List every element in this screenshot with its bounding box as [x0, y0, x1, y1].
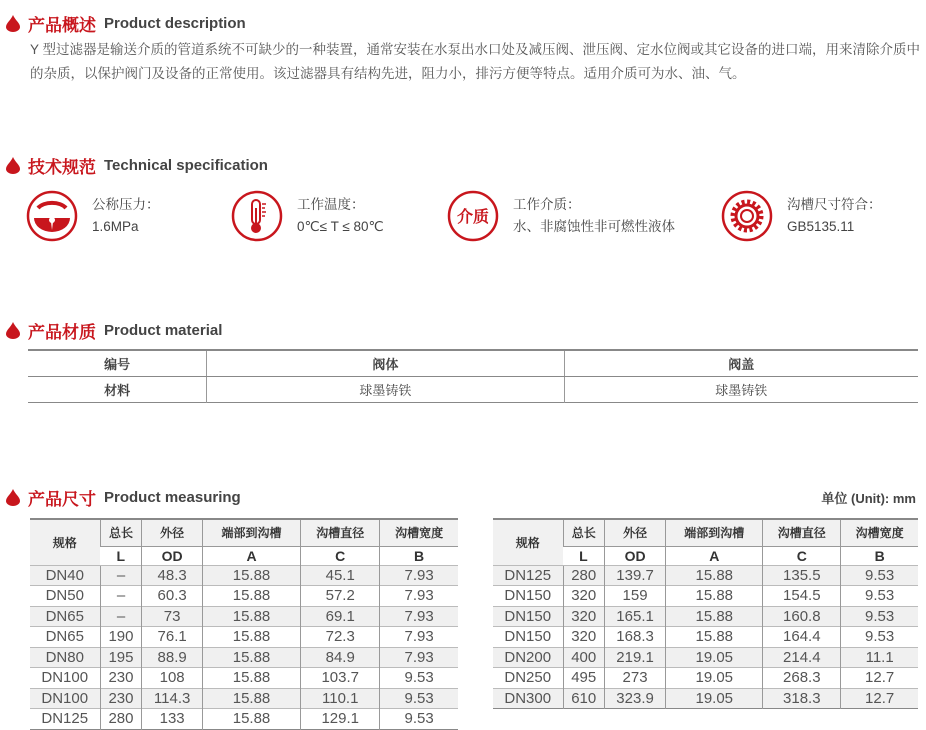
spec-label: 公称压力： — [92, 197, 160, 212]
table-cell: 114.3 — [142, 688, 202, 709]
dimension-table-right — [493, 518, 918, 709]
description-text: Y 型过滤器是输送介质的管道系统不可缺少的一种装置，通常安装在水泵出水口处及减压阀、泄压阀、定水位阀或其它设备的进口端，用来清除介质中的杂质，以保护阀门及设备的正常使用。该过滤器具有结构先进，阻力小，排污方便等特点。适用介质可为水、油、气。 — [30, 42, 921, 81]
spec-label: 沟槽尺寸符合： — [787, 197, 882, 212]
section-header-technical — [6, 153, 268, 178]
table-cell: 7.93 — [380, 565, 458, 586]
header-cell: 端部到沟槽 — [202, 519, 300, 546]
table-cell: 88.9 — [142, 647, 202, 668]
medium-icon — [447, 190, 499, 242]
table-cell: 15.88 — [202, 709, 300, 730]
drop-icon — [6, 489, 20, 506]
table-cell: 168.3 — [604, 627, 665, 648]
table-cell: 19.05 — [666, 688, 763, 709]
table-cell: 108 — [142, 668, 202, 689]
table-cell: 阀盖 — [564, 350, 918, 376]
header-cell: 沟槽宽度 — [841, 519, 918, 546]
table-row — [30, 647, 458, 668]
unit-label: 单位 (Unit): mm — [821, 491, 916, 506]
table-cell: DN200 — [493, 647, 563, 668]
table-cell: 280 — [563, 565, 604, 586]
table-cell: 48.3 — [142, 565, 202, 586]
table-cell: 11.1 — [841, 647, 918, 668]
table-cell: 19.05 — [666, 647, 763, 668]
table-row — [30, 709, 458, 730]
table-cell: 320 — [563, 627, 604, 648]
table-cell: 84.9 — [301, 647, 380, 668]
table-cell: DN65 — [30, 627, 100, 648]
table-cell: 15.88 — [666, 565, 763, 586]
table-row — [30, 627, 458, 648]
table-cell: – — [100, 565, 142, 586]
table-cell: 139.7 — [604, 565, 665, 586]
table-cell: DN50 — [30, 586, 100, 607]
section-header-description — [6, 11, 246, 36]
subheader-cell: C — [763, 546, 841, 565]
subheader-cell: B — [380, 546, 458, 565]
table-cell: 164.4 — [763, 627, 841, 648]
table-cell: 9.53 — [380, 709, 458, 730]
table-cell: DN100 — [30, 668, 100, 689]
table-cell: 323.9 — [604, 688, 665, 709]
thermometer-icon — [231, 190, 283, 242]
table-cell: 280 — [100, 709, 142, 730]
table-cell: 12.7 — [841, 688, 918, 709]
table-cell: 219.1 — [604, 647, 665, 668]
table-cell: DN300 — [493, 688, 563, 709]
table-cell: 材料 — [104, 382, 131, 398]
table-cell: 154.5 — [763, 586, 841, 607]
spec-medium — [447, 190, 675, 242]
section-title-en: Technical specification — [104, 157, 268, 174]
table-cell: 135.5 — [763, 565, 841, 586]
header-cell: 规格 — [493, 519, 563, 565]
table-cell: 72.3 — [301, 627, 380, 648]
table-row — [493, 606, 918, 627]
table-cell: DN150 — [493, 627, 563, 648]
table-cell: 9.53 — [841, 606, 918, 627]
table-cell: 495 — [563, 668, 604, 689]
spec-temperature — [231, 190, 384, 242]
table-cell: 159 — [604, 586, 665, 607]
subheader-cell: L — [563, 546, 604, 565]
svg-text:介质: 介质 — [456, 207, 490, 226]
table-cell: 160.8 — [763, 606, 841, 627]
table-cell: 15.88 — [202, 668, 300, 689]
table-cell: – — [100, 586, 142, 607]
table-cell: 7.93 — [380, 586, 458, 607]
spec-pressure — [26, 190, 160, 242]
dimension-table-left — [30, 518, 458, 730]
subheader-cell: A — [202, 546, 300, 565]
header-cell: 外径 — [142, 519, 202, 546]
table-cell: 76.1 — [142, 627, 202, 648]
table-cell: 9.53 — [841, 586, 918, 607]
section-header-material — [6, 318, 222, 343]
table-cell: 318.3 — [763, 688, 841, 709]
header-cell: 沟槽宽度 — [380, 519, 458, 546]
table-cell: 9.53 — [841, 627, 918, 648]
table-cell: 610 — [563, 688, 604, 709]
table-cell: DN100 — [30, 688, 100, 709]
section-title-cn: 产品尺寸 — [28, 490, 96, 509]
table-cell: 15.88 — [202, 606, 300, 627]
table-cell: 编号 — [28, 350, 207, 376]
table-cell: 400 — [563, 647, 604, 668]
drop-icon — [6, 157, 20, 174]
table-cell: DN150 — [493, 606, 563, 627]
table-cell: DN125 — [493, 565, 563, 586]
table-row — [28, 376, 918, 402]
section-title-cn: 产品材质 — [28, 323, 96, 342]
table-cell: 球墨铸铁 — [564, 376, 918, 402]
header-cell: 沟槽直径 — [301, 519, 380, 546]
table-cell: 273 — [604, 668, 665, 689]
spec-label: 工作温度： — [297, 197, 365, 212]
table-cell: 15.88 — [202, 647, 300, 668]
section-title-cn: 技术规范 — [28, 158, 96, 177]
gear-icon — [721, 190, 773, 242]
section-title-en: Product measuring — [104, 489, 241, 506]
table-cell: 阀体 — [207, 350, 564, 376]
table-row — [493, 688, 918, 709]
subheader-cell: B — [841, 546, 918, 565]
subheader-cell: OD — [142, 546, 202, 565]
table-cell: 190 — [100, 627, 142, 648]
table-cell: 60.3 — [142, 586, 202, 607]
table-cell: 133 — [142, 709, 202, 730]
table-cell: DN250 — [493, 668, 563, 689]
header-cell: 外径 — [604, 519, 665, 546]
table-cell: 230 — [100, 668, 142, 689]
table-cell: 320 — [563, 606, 604, 627]
table-cell: 103.7 — [301, 668, 380, 689]
header-row — [30, 519, 458, 546]
table-cell: 9.53 — [841, 565, 918, 586]
table-cell: 球墨铸铁 — [207, 376, 564, 402]
table-cell: 214.4 — [763, 647, 841, 668]
table-row — [30, 565, 458, 586]
table-cell: 15.88 — [202, 688, 300, 709]
table-row — [493, 627, 918, 648]
section-title-cn: 产品概述 — [28, 16, 96, 35]
subheader-cell: OD — [604, 546, 665, 565]
spec-value: 1.6MPa — [92, 219, 139, 234]
table-cell: 320 — [563, 586, 604, 607]
section-title-en: Product description — [104, 15, 246, 32]
spec-value: 0℃≤ T ≤ 80℃ — [297, 219, 384, 234]
table-cell: – — [100, 606, 142, 627]
table-cell: DN150 — [493, 586, 563, 607]
table-cell: 230 — [100, 688, 142, 709]
table-row — [493, 586, 918, 607]
spec-groove — [721, 190, 882, 242]
drop-icon — [6, 322, 20, 339]
table-row — [28, 350, 918, 376]
table-cell: 19.05 — [666, 668, 763, 689]
table-cell: 7.93 — [380, 647, 458, 668]
table-row — [493, 668, 918, 689]
table-cell: 268.3 — [763, 668, 841, 689]
table-cell: 15.88 — [202, 565, 300, 586]
table-cell: 15.88 — [202, 586, 300, 607]
table-cell: 110.1 — [301, 688, 380, 709]
table-cell: 9.53 — [380, 668, 458, 689]
material-table — [28, 349, 918, 403]
table-cell: 12.7 — [841, 668, 918, 689]
drop-icon — [6, 15, 20, 32]
spec-label: 工作介质： — [513, 197, 581, 212]
table-cell: 7.93 — [380, 606, 458, 627]
table-cell: DN65 — [30, 606, 100, 627]
table-cell: 73 — [142, 606, 202, 627]
header-cell: 规格 — [30, 519, 100, 565]
section-title-en: Product material — [104, 322, 223, 339]
spec-value: 水、非腐蚀性非可燃性液体 — [513, 219, 675, 234]
table-cell: 15.88 — [666, 586, 763, 607]
table-cell: 165.1 — [604, 606, 665, 627]
section-header-measuring — [6, 485, 241, 510]
header-cell: 端部到沟槽 — [666, 519, 763, 546]
table-cell: DN40 — [30, 565, 100, 586]
table-cell: 45.1 — [301, 565, 380, 586]
header-cell: 沟槽直径 — [763, 519, 841, 546]
header-cell: 总长 — [100, 519, 142, 546]
table-cell: 9.53 — [380, 688, 458, 709]
table-row — [493, 647, 918, 668]
table-cell: 15.88 — [666, 606, 763, 627]
table-cell: DN125 — [30, 709, 100, 730]
table-cell: 15.88 — [202, 627, 300, 648]
table-row — [30, 668, 458, 689]
subheader-cell: C — [301, 546, 380, 565]
table-row — [30, 688, 458, 709]
table-cell: DN80 — [30, 647, 100, 668]
spec-value: GB5135.11 — [787, 219, 855, 234]
table-row — [493, 565, 918, 586]
table-cell: 57.2 — [301, 586, 380, 607]
table-row — [30, 606, 458, 627]
table-row — [30, 586, 458, 607]
table-cell: 7.93 — [380, 627, 458, 648]
table-cell: 195 — [100, 647, 142, 668]
subheader-cell: A — [666, 546, 763, 565]
pressure-gauge-icon — [26, 190, 78, 242]
subheader-cell: L — [100, 546, 142, 565]
header-cell: 总长 — [563, 519, 604, 546]
table-cell: 129.1 — [301, 709, 380, 730]
table-cell: 69.1 — [301, 606, 380, 627]
table-cell: 15.88 — [666, 627, 763, 648]
header-row — [493, 519, 918, 546]
